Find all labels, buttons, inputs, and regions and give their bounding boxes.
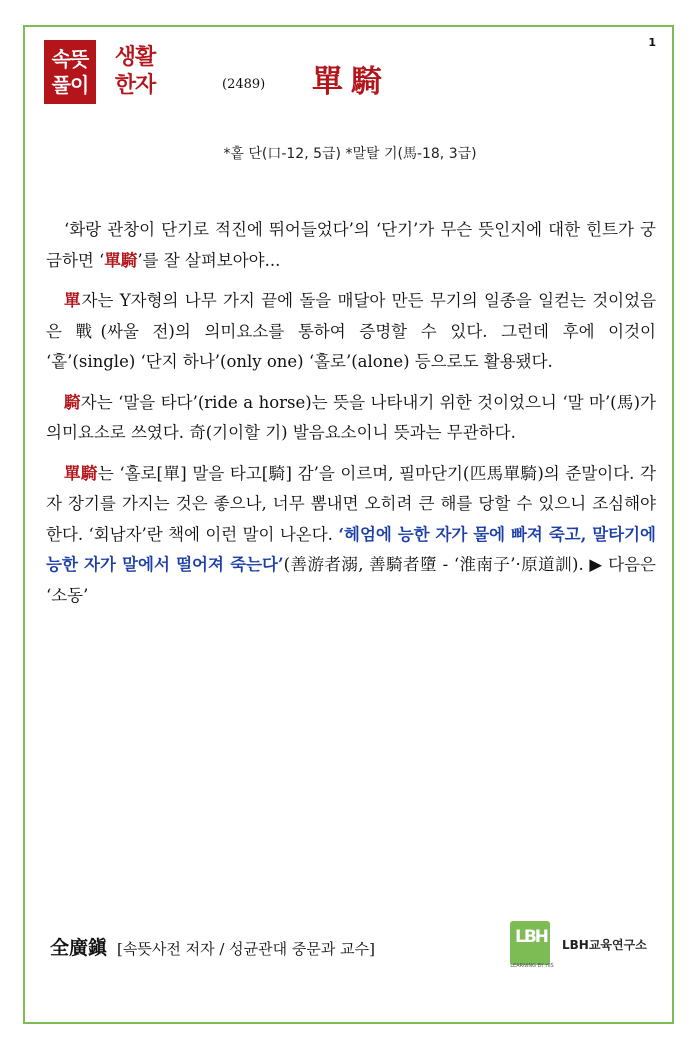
brand-mark-text: LBH	[514, 927, 548, 947]
text: 는 ‘홀로[單] 말을 타고[騎] 감’을 이르며, 필마단기(匹馬單騎)의 준말이다. 각자 장기를 가지는 것은 좋으나, 너무 뽐내면 오히려 큰 해를 당할 수 있으니 조심해야한다. ‘회남자’란 책에 이런 말이 나온다.	[46, 463, 656, 544]
text: ‘화랑 관창이 단기로 적진에 뛰어들었다’의 ‘단기’가 무슨 뜻인지에 대한 힌트가 궁금하면 ‘	[46, 220, 656, 270]
brand-name: LBH교육연구소	[562, 938, 647, 952]
page-number: 1	[648, 36, 656, 49]
brand-tagline: LEARNING BY HIS	[510, 963, 554, 969]
highlight-char: 單	[64, 291, 82, 310]
brand-logo	[506, 917, 666, 971]
author-line	[50, 933, 375, 960]
paragraph-2	[46, 286, 656, 378]
paragraph-4	[46, 459, 656, 612]
highlight-word: 單騎	[104, 250, 138, 270]
author-name: 全廣鎭	[50, 937, 108, 959]
logo-red-block	[44, 40, 96, 104]
logo	[44, 40, 169, 104]
logo-text-3: 생활	[114, 45, 156, 70]
article-body	[46, 215, 656, 621]
text: 자는 Y자형의 나무 가지 끝에 돌을 매달아 만든 무기의 일종을 일컫는 것이었음은 戰(싸울 전)의 의미요소를 통하여 증명할 수 있다. 그런데 후에 이것이 ‘홑’(single) ‘단지 하나’(only one) ‘홀로’(alone) 등으로도 활용됐다.	[46, 291, 657, 371]
author-description: [속뜻사전 저자 / 성균관대 중문과 교수]	[117, 940, 375, 958]
logo-text-2: 풀이	[51, 73, 89, 97]
logo-text-1: 속뜻	[51, 47, 89, 71]
highlight-word: 單騎	[64, 463, 98, 483]
text: (善游者溺, 善騎者墮 - ‘淮南子’·原道訓). ▶ 다음은 ‘소동’	[46, 555, 656, 605]
entry-code: (2489)	[222, 77, 266, 92]
text: ’를 잘 살펴보아야...	[137, 250, 281, 270]
page-title: 單騎	[312, 64, 390, 100]
quote-text: ‘헤엄에 능한 자가 물에 빠져 죽고, 말타기에 능한 자가 말에서 떨어져 죽는다’	[46, 524, 656, 574]
highlight-char: 騎	[64, 392, 81, 412]
character-info: *홑 단(口-12, 5급) *말탈 기(馬-18, 3급)	[223, 146, 477, 162]
paragraph-3	[46, 388, 656, 449]
text: 자는 ‘말을 타다’(ride a horse)는 뜻을 나타내기 위한 것이었으니 ‘말 마’(馬)가 의미요소로 쓰였다. 奇(기이할 기) 발음요소이니 뜻과는 무관하다.	[46, 392, 656, 442]
paragraph-1	[46, 215, 656, 276]
logo-text-4: 한자	[114, 73, 156, 98]
